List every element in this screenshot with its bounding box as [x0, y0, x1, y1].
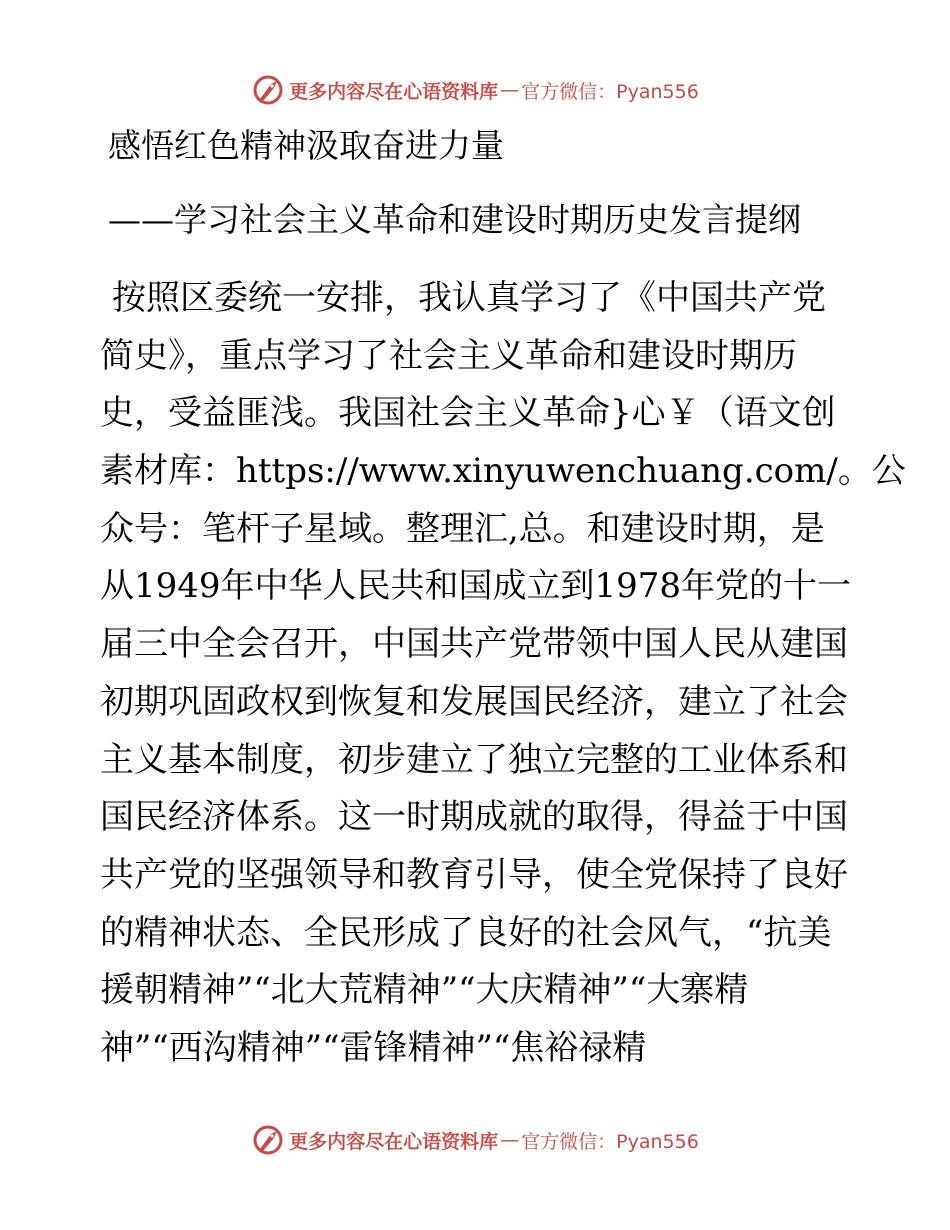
document-subtitle: ——学习社会主义革命和建设时期历史发言提纲 [108, 200, 801, 239]
body-line: 国民经济体系。这一时期成就的取得，得益于中国 [100, 797, 848, 838]
body-line: 主义基本制度，初步建立了独立完整的工业体系和 [100, 739, 848, 780]
footer-banner [0, 1120, 950, 1160]
body-line: 素材库：https://www.xinyuwenchuang.com/。公 [100, 451, 906, 492]
body-line: 史，受益匪浅。我国社会主义革命}心￥（语文创 [100, 393, 836, 434]
body-line: 按照区委统一安排，我认真学习了《中国共产党 [112, 278, 826, 318]
footer-separator: — [500, 1129, 520, 1151]
document-body [100, 270, 906, 1078]
footer-brand-text: 更多内容尽在心语资料库 [289, 1130, 499, 1153]
pen-nib-logo-icon [251, 73, 285, 107]
body-line: 共产党的坚强领导和教育引导，使全党保持了良好 [100, 854, 848, 895]
footer-wechat-text: 官方微信：Pyan556 [521, 1130, 699, 1153]
body-line: 从1949年中华人民共和国成立到1978年党的十一 [100, 566, 852, 607]
body-line: 届三中全会召开，中国共产党带领中国人民从建国 [100, 624, 848, 665]
header-brand-text: 更多内容尽在心语资料库 [289, 80, 499, 103]
pen-nib-logo-icon [251, 1123, 285, 1157]
body-line: 的精神状态、全民形成了良好的社会风气，“抗美 [100, 912, 832, 953]
body-line: 援朝精神”“北大荒精神”“大庆精神”“大寨精 [100, 970, 749, 1011]
body-line: 众号：笔杆子星域。整理汇,总。和建设时期，是 [100, 508, 825, 549]
header-separator: — [500, 79, 520, 101]
header-banner [0, 70, 950, 110]
header-wechat-text: 官方微信：Pyan556 [521, 80, 699, 103]
document-title: 感悟红色精神汲取奋进力量 [108, 126, 504, 165]
body-line: 神”“西沟精神”“雷锋精神”“焦裕禄精 [100, 1027, 647, 1068]
body-line: 初期巩固政权到恢复和发展国民经济，建立了社会 [100, 681, 848, 722]
body-line: 简史》，重点学习了社会主义革命和建设时期历 [100, 335, 797, 376]
